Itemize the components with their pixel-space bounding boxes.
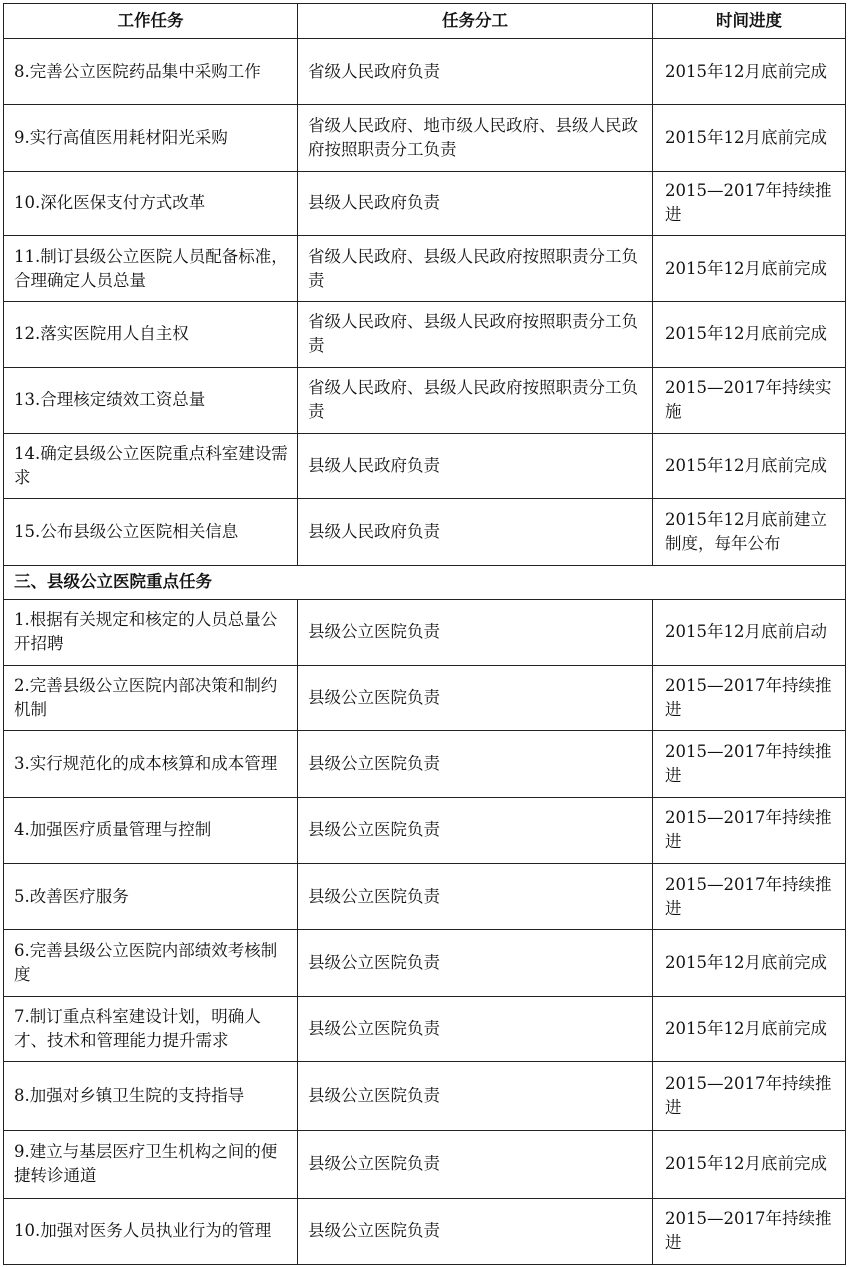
progress-cell: 2015年12月底前完成: [653, 39, 846, 105]
progress-cell: 2015—2017年持续实施: [653, 367, 846, 433]
table-row: [4, 171, 846, 235]
division-cell: 省级人民政府负责: [298, 39, 653, 105]
header-division: 任务分工: [298, 4, 653, 39]
section-title: 三、县级公立医院重点任务: [4, 565, 846, 599]
division-cell: 县级公立医院负责: [298, 797, 653, 863]
task-cell: 13.合理核定绩效工资总量: [4, 367, 298, 433]
table-row: [4, 1131, 846, 1198]
table-row: [4, 996, 846, 1061]
progress-cell: 2015年12月底前完成: [653, 433, 846, 498]
division-cell: 省级人民政府、地市级人民政府、县级人民政府按照职责分工负责: [298, 105, 653, 171]
progress-cell: 2015年12月底前完成: [653, 1131, 846, 1198]
division-cell: 县级人民政府负责: [298, 433, 653, 498]
division-cell: 县级公立医院负责: [298, 930, 653, 996]
division-cell: 省级人民政府、县级人民政府按照职责分工负责: [298, 367, 653, 433]
header-task: 工作任务: [4, 4, 298, 39]
table-row: [4, 1198, 846, 1265]
division-cell: 省级人民政府、县级人民政府按照职责分工负责: [298, 235, 653, 301]
table-row: [4, 665, 846, 730]
division-cell: 省级人民政府、县级人民政府按照职责分工负责: [298, 302, 653, 367]
division-cell: 县级公立医院负责: [298, 996, 653, 1061]
table-row: [4, 930, 846, 996]
task-cell: 11.制订县级公立医院人员配备标准，合理确定人员总量: [4, 235, 298, 301]
header-progress: 时间进度: [653, 4, 846, 39]
progress-cell: 2015—2017年持续推进: [653, 1061, 846, 1130]
progress-cell: 2015年12月底前完成: [653, 235, 846, 301]
progress-cell: 2015年12月底前建立制度，每年公布: [653, 499, 846, 565]
table-row: [4, 302, 846, 367]
header-row: [4, 4, 846, 39]
progress-cell: 2015年12月底前完成: [653, 302, 846, 367]
progress-cell: 2015—2017年持续推进: [653, 665, 846, 730]
task-cell: 10.深化医保支付方式改革: [4, 171, 298, 235]
task-cell: 15.公布县级公立医院相关信息: [4, 499, 298, 565]
table-row: [4, 39, 846, 105]
division-cell: 县级公立医院负责: [298, 863, 653, 929]
progress-cell: 2015年12月底前完成: [653, 930, 846, 996]
task-cell: 1.根据有关规定和核定的人员总量公开招聘: [4, 599, 298, 665]
task-cell: 3.实行规范化的成本核算和成本管理: [4, 731, 298, 797]
task-cell: 8.加强对乡镇卫生院的支持指导: [4, 1061, 298, 1130]
progress-cell: 2015年12月底前完成: [653, 996, 846, 1061]
task-cell: 4.加强医疗质量管理与控制: [4, 797, 298, 863]
task-cell: 6.完善县级公立医院内部绩效考核制度: [4, 930, 298, 996]
progress-cell: 2015—2017年持续推进: [653, 171, 846, 235]
division-cell: 县级公立医院负责: [298, 1061, 653, 1130]
task-cell: 5.改善医疗服务: [4, 863, 298, 929]
division-cell: 县级公立医院负责: [298, 731, 653, 797]
progress-cell: 2015—2017年持续推进: [653, 731, 846, 797]
progress-cell: 2015年12月底前启动: [653, 599, 846, 665]
table-row: [4, 105, 846, 171]
table-row: [4, 797, 846, 863]
task-cell: 9.实行高值医用耗材阳光采购: [4, 105, 298, 171]
section-row: [4, 565, 846, 599]
table-row: [4, 863, 846, 929]
task-cell: 8.完善公立医院药品集中采购工作: [4, 39, 298, 105]
task-table: [3, 3, 846, 1265]
task-cell: 12.落实医院用人自主权: [4, 302, 298, 367]
task-cell: 10.加强对医务人员执业行为的管理: [4, 1198, 298, 1265]
division-cell: 县级公立医院负责: [298, 1131, 653, 1198]
division-cell: 县级人民政府负责: [298, 171, 653, 235]
division-cell: 县级公立医院负责: [298, 1198, 653, 1265]
progress-cell: 2015年12月底前完成: [653, 105, 846, 171]
table-row: [4, 433, 846, 498]
task-cell: 14.确定县级公立医院重点科室建设需求: [4, 433, 298, 498]
progress-cell: 2015—2017年持续推进: [653, 1198, 846, 1265]
task-cell: 2.完善县级公立医院内部决策和制约机制: [4, 665, 298, 730]
table-row: [4, 731, 846, 797]
table-row: [4, 499, 846, 565]
table-row: [4, 599, 846, 665]
table-row: [4, 235, 846, 301]
progress-cell: 2015—2017年持续推进: [653, 797, 846, 863]
task-cell: 7.制订重点科室建设计划，明确人才、技术和管理能力提升需求: [4, 996, 298, 1061]
division-cell: 县级公立医院负责: [298, 599, 653, 665]
division-cell: 县级公立医院负责: [298, 665, 653, 730]
division-cell: 县级人民政府负责: [298, 499, 653, 565]
progress-cell: 2015—2017年持续推进: [653, 863, 846, 929]
table-row: [4, 1061, 846, 1130]
task-cell: 9.建立与基层医疗卫生机构之间的便捷转诊通道: [4, 1131, 298, 1198]
table-row: [4, 367, 846, 433]
